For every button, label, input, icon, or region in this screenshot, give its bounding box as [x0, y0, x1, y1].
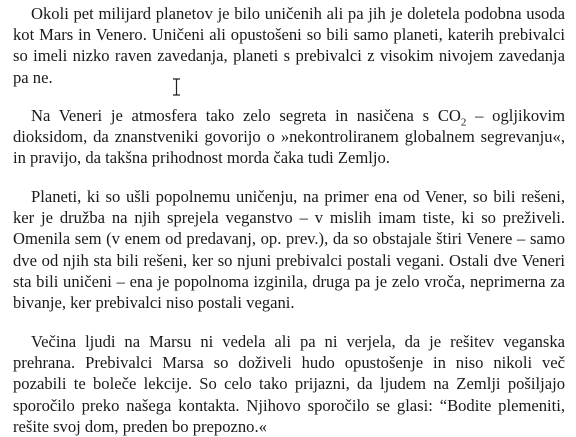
paragraph-4-text: Večina ljudi na Marsu ni vedela ali pa ni verjela, da je rešitev veganska prehrana. Prebivalci Marsa so doživeli hudo opustošenje in niso nikoli več pozabili te boleče lekcije. So celo tako prijazni, da ljudem na Zemlji pošiljajo sporočilo preko našega kontakta. Njihovo sporočilo se glasi: “Bodite plemeniti, rešite svoj dom, preden bo prepozno.«: [13, 332, 565, 436]
paragraph-2-text-after: – ogljikovim dioksidom, da znanstveniki govorijo o »nekontroliranem globalnem segrevanju«, in pravijo, da takšna prihodnost morda čaka tudi Zemljo.: [13, 106, 565, 168]
paragraph-3-text: Planeti, ki so ušli popolnemu uničenju, na primer ena od Vener, so bili rešeni, ker je družba na njih sprejela veganstvo – v mislih imam tiste, ki so preživeli. Omenila sem (v enem od predavanj, op. prev.), da so obstajale štiri Venere – samo dve od njih sta bili rešeni, ker so njuni prebivalci postali vegani. Ostali dve Veneri sta bili uničeni – ena je popolnoma izginila, druga pa je zelo vroča, neprimerna za bivanje, ker prebivalci niso postali vegani.: [13, 187, 565, 313]
paragraph-4: [13, 331, 565, 437]
paragraph-3: [13, 186, 565, 313]
paragraph-1-text: Okoli pet milijard planetov je bilo uničenih ali pa jih je doletela podobna usoda kot Mars in Venero. Uničeni ali opustošeni so bili samo planeti, katerih prebivalci so imeli nizko raven zavedanja, planeti s prebivalci z visokim nivojem zavedanja pa ne.: [13, 4, 565, 87]
co2-subscript: 2: [460, 116, 467, 129]
paragraph-1: [13, 3, 565, 88]
paragraph-2: [13, 105, 565, 169]
paragraph-2-text-before: Na Veneri je atmosfera tako zelo segreta in nasičena s CO: [31, 106, 461, 125]
